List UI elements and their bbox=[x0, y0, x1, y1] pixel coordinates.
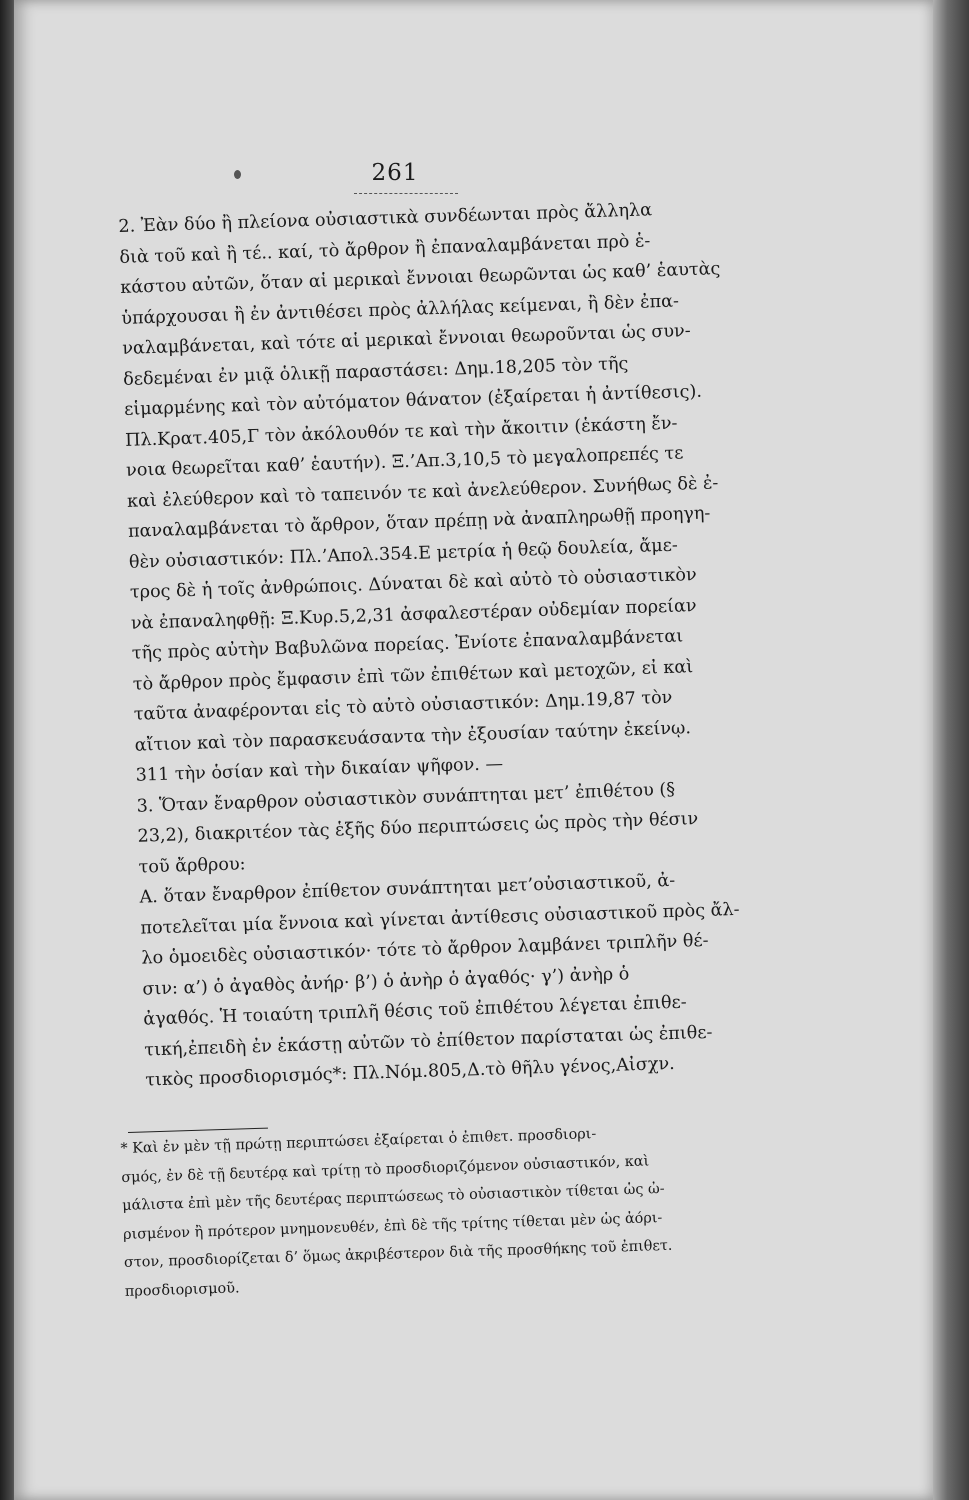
text-line: νὰ ἐπαναληφθῇ: Ξ.Κυρ.5,2,31 ἀσφαλεστέραν οὐδεμίαν πορείαν bbox=[130, 595, 697, 634]
ink-spot bbox=[234, 170, 241, 179]
text-line: δεδεμέναι ἐν μιᾷ ὁλικῇ παραστάσει: Δημ.18,205 τὸν τῆς bbox=[122, 353, 629, 390]
page-number-rule bbox=[354, 193, 458, 194]
text-line: τρος δὲ ἡ τοῖς ἀνθρώποις. Δύναται δὲ καὶ αὐτὸ τὸ οὐσιαστικὸν bbox=[129, 565, 698, 603]
text-line: διὰ τοῦ καὶ ἢ τέ.. καί, τὸ ἄρθρον ἢ ἐπαναλαμβάνεται πρὸ ἑ- bbox=[119, 230, 651, 268]
text-line: σιν: α’) ὁ ἀγαθὸς ἀνήρ· β’) ὁ ἀνὴρ ὁ ἀγαθός· γ’) ἀνὴρ ὁ bbox=[142, 963, 630, 1000]
text-line: ναλαμβάνεται, καὶ τότε αἱ μερικαὶ ἔννοιαι θεωροῦνται ὡς συν- bbox=[121, 321, 691, 359]
text-line: ὑπάρχουσαι ἢ ἐν ἀντιθέσει πρὸς ἀλλήλας κείμεναι, ἢ δὲν ἐπα- bbox=[121, 290, 680, 329]
footnote-line: στον, προσδιορίζεται δ’ ὅμως ἀκριβέστερον διὰ τῆς προσθήκης τοῦ ἐπιθετ. bbox=[123, 1238, 673, 1272]
text-line: θὲν οὐσιαστικόν: Πλ.’Απολ.354.Ε μετρία ἡ θεῷ δουλεία, ἄμε- bbox=[128, 535, 679, 573]
text-line: λο ὁμοειδὲς οὐσιαστικόν· τότε τὸ ἄρθρον λαμβάνει τριπλῆν θέ- bbox=[141, 930, 709, 969]
page-stack-edge bbox=[933, 0, 969, 1500]
footnote-line: * Καὶ ἐν μὲν τῇ πρώτῃ περιπτώσει ἐξαίρεται ὁ ἐπιθετ. προσδιορι- bbox=[120, 1126, 597, 1157]
text-line: ταῦτα ἀναφέρονται εἰς τὸ αὐτὸ οὐσιαστικόν: Δημ.19,87 τὸν bbox=[133, 687, 673, 725]
text-line: τὸ ἄρθρον πρὸς ἔμφασιν ἐπὶ τῶν ἐπιθέτων καὶ μετοχῶν, εἰ καὶ bbox=[132, 656, 694, 695]
text-line: παναλαμβάνεται τὸ ἄρθρον, ὅταν πρέπῃ νὰ ἀναπληρωθῇ προηγη- bbox=[127, 503, 711, 542]
footnote-line: προσδιορισμοῦ. bbox=[124, 1280, 240, 1300]
text-line: 2. Ἐὰν δύο ἢ πλείονα οὐσιαστικὰ συνδέωνται πρὸς ἄλληλα bbox=[118, 200, 653, 237]
footnote-line: μάλιστα ἐπὶ μὲν τῆς δευτέρας περιπτώσεως τὸ οὐσιαστικὸν τίθεται ὡς ὠ- bbox=[121, 1181, 665, 1215]
text-line: 23,2), διακριτέον τὰς ἑξῆς δύο περιπτώσεις ὡς πρὸς τὴν θέσιν bbox=[137, 809, 699, 847]
text-line: τῆς πρὸς αὐτὴν Βαβυλῶνα πορείας. Ἐνίοτε ἐπαναλαμβάνεται bbox=[131, 626, 684, 664]
footnote-line: σμός, ἐν δὲ τῇ δευτέρᾳ καὶ τρίτῃ τὸ προσδιοριζόμενον οὐσιαστικόν, καὶ bbox=[121, 1152, 650, 1186]
text-line: ποτελεῖται μία ἔννοια καὶ γίνεται ἀντίθεσις οὐσιαστικοῦ πρὸς ἄλ- bbox=[140, 899, 740, 939]
text-line: τική,ἐπειδὴ ἐν ἑκάστῃ αὐτῶν τὸ ἐπίθετον παρίσταται ὡς ἐπιθε- bbox=[144, 1022, 713, 1061]
footnote-line: ρισμένον ἢ πρότερον μνημονευθέν, ἐπὶ δὲ τῆς τρίτης τίθεται μὲν ὡς ἀόρι- bbox=[122, 1209, 663, 1243]
text-line: 311 τὴν ὁσίαν καὶ τὴν δικαίαν ψῆφον. — bbox=[135, 754, 504, 786]
text-line: κάστου αὐτῶν, ὅταν αἱ μερικαὶ ἔννοιαι θεωρῶνται ὡς καθ’ ἑαυτὰς bbox=[120, 259, 721, 298]
text-line: 3. Ὅταν ἔναρθρον οὐσιαστικὸν συνάπτηται μετ’ ἐπιθέτου (§ bbox=[136, 779, 676, 817]
text-line: τοῦ ἄρθρου: bbox=[138, 853, 246, 878]
text-line: εἱμαρμένης καὶ τὸν αὐτόματον θάνατον (ἐξαίρεται ἡ ἀντίθεσις). bbox=[123, 381, 703, 420]
text-line: τικὸς προσδιορισμός*: Πλ.Νόμ.805,Δ.τὸ θῆλυ γένος,Αἰσχν. bbox=[144, 1053, 676, 1091]
text-line: ἀγαθός. Ἡ τοιαύτη τριπλῆ θέσις τοῦ ἐπιθέτου λέγεται ἐπιθε- bbox=[143, 992, 687, 1030]
text-line: Α. ὅταν ἔναρθρον ἐπίθετον συνάπτηται μετ’οὐσιαστικοῦ, ἀ- bbox=[139, 870, 676, 908]
footnote bbox=[120, 1114, 785, 1306]
text-line: καὶ ἐλεύθερον καὶ τὸ ταπεινόν τε καὶ ἀνελεύθερον. Συνήθως δὲ ἐ- bbox=[126, 472, 719, 512]
text-line: Πλ.Κρατ.405,Γ τὸν ἀκόλουθόν τε καὶ τὴν ἄκοιτιν (ἑκάστη ἔν- bbox=[124, 413, 678, 451]
page-number: 261 bbox=[371, 160, 419, 186]
text-line: νοια θεωρεῖται καθ’ ἑαυτήν). Ξ.’Απ.3,10,5 τὸ μεγαλοπρεπές τε bbox=[125, 443, 684, 481]
text-line: αἴτιον καὶ τὸν παρασκευάσαντα τὴν ἐξουσίαν ταύτην ἐκείνῳ. bbox=[134, 717, 692, 756]
body-text bbox=[118, 191, 805, 1096]
